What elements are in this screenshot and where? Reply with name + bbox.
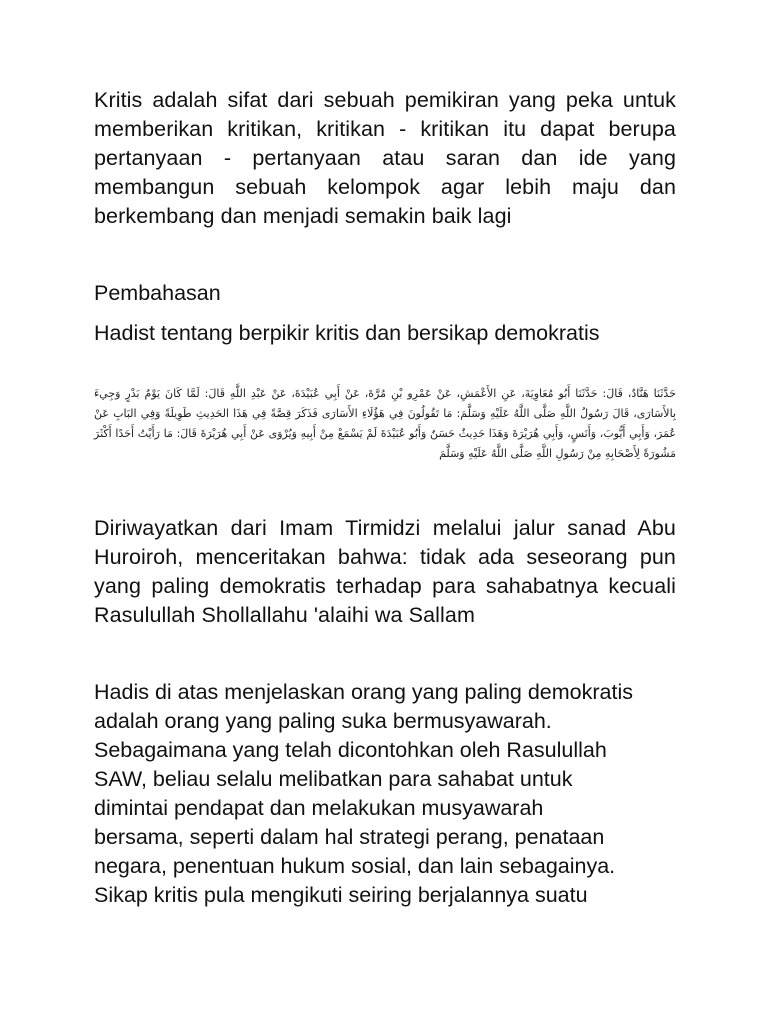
explanation-line: Sebagaimana yang telah dicontohkan oleh Rasulullah [94, 738, 607, 762]
intro-paragraph: Kritis adalah sifat dari sebuah pemikiran yang peka untuk memberikan kritikan, kritikan - kritikan itu dapat berupa pertanyaan - pertanyaan atau saran dan ide yang membangun sebuah kelompok agar lebih maju dan berkembang dan menjadi semakin baik lagi [94, 88, 676, 228]
spacer [94, 630, 676, 678]
explanation-line: dimintai pendapat dan melakukan musyawarah [94, 796, 544, 820]
explanation-paragraph [94, 678, 676, 910]
explanation-line: bersama, seperti dalam hal strategi perang, penataan [94, 825, 605, 849]
spacer [94, 348, 676, 384]
explanation-line: Hadis di atas menjelaskan orang yang paling demokratis [94, 680, 634, 704]
narration-paragraph: Diriwayatkan dari Imam Tirmidzi melalui jalur sanad Abu Huroiroh, menceritakan bahwa: tidak ada seseorang pun yang paling demokratis terhadap para sahabatnya kecuali Rasulullah Shollallahu 'alaihi wa Sallam [94, 516, 676, 627]
spacer [94, 464, 676, 514]
spacer [94, 308, 676, 319]
explanation-line: Sikap kritis pula mengikuti seiring berjalannya suatu [94, 883, 588, 907]
section-label: Pembahasan [94, 281, 221, 305]
spacer [94, 231, 676, 279]
explanation-line: SAW, beliau selalu melibatkan para sahabat untuk [94, 767, 573, 791]
arabic-hadith-text: حَدَّثَنَا هَنَّادٌ، قَالَ: حَدَّثَنَا أَبُو مُعَاوِيَةَ، عَنِ الأَعْمَشِ، عَنْ عَمْرِو بْنِ مُرَّةَ، عَنْ أَبِي عُبَيْدَةَ، عَنْ عَبْدِ اللَّهِ قَالَ: لَمَّا كَانَ يَوْمُ بَدْرٍ وَجِيءَ بِالأَسَارَى، قَالَ رَسُولُ اللَّهِ صَلَّى اللَّهُ عَلَيْهِ وَسَلَّمَ: مَا تَقُولُونَ فِي هَؤُلَاءِ الأَسَارَى فَذَكَرَ قِصَّةً فِي هَذَا الحَدِيثِ طَوِيلَةً وَفِي البَابِ عَنْ عُمَرَ، وَأَبِي أَيُّوبَ، وَأَنَسٍ، وَأَبِي هُرَيْرَةَ وَهَذَا حَدِيثٌ حَسَنٌ وَأَبُو عُبَيْدَةَ لَمْ يَسْمَعْ مِنْ أَبِيهِ وَيُرْوَى عَنْ أَبِي هُرَيْرَةَ قَالَ: مَا رَأَيْتُ أَحَدًا أَكْثَرَ مَشُورَةً لِأَصْحَابِهِ مِنْ رَسُولِ اللَّهِ صَلَّى اللَّهُ عَلَيْهِ وَسَلَّمَ [94, 387, 676, 460]
explanation-line: negara, penentuan hukum sosial, dan lain sebagainya. [94, 854, 616, 878]
explanation-line: adalah orang yang paling suka bermusyawarah. [94, 709, 552, 733]
section-title: Hadist tentang berpikir kritis dan bersikap demokratis [94, 321, 600, 345]
document-page [94, 86, 676, 910]
